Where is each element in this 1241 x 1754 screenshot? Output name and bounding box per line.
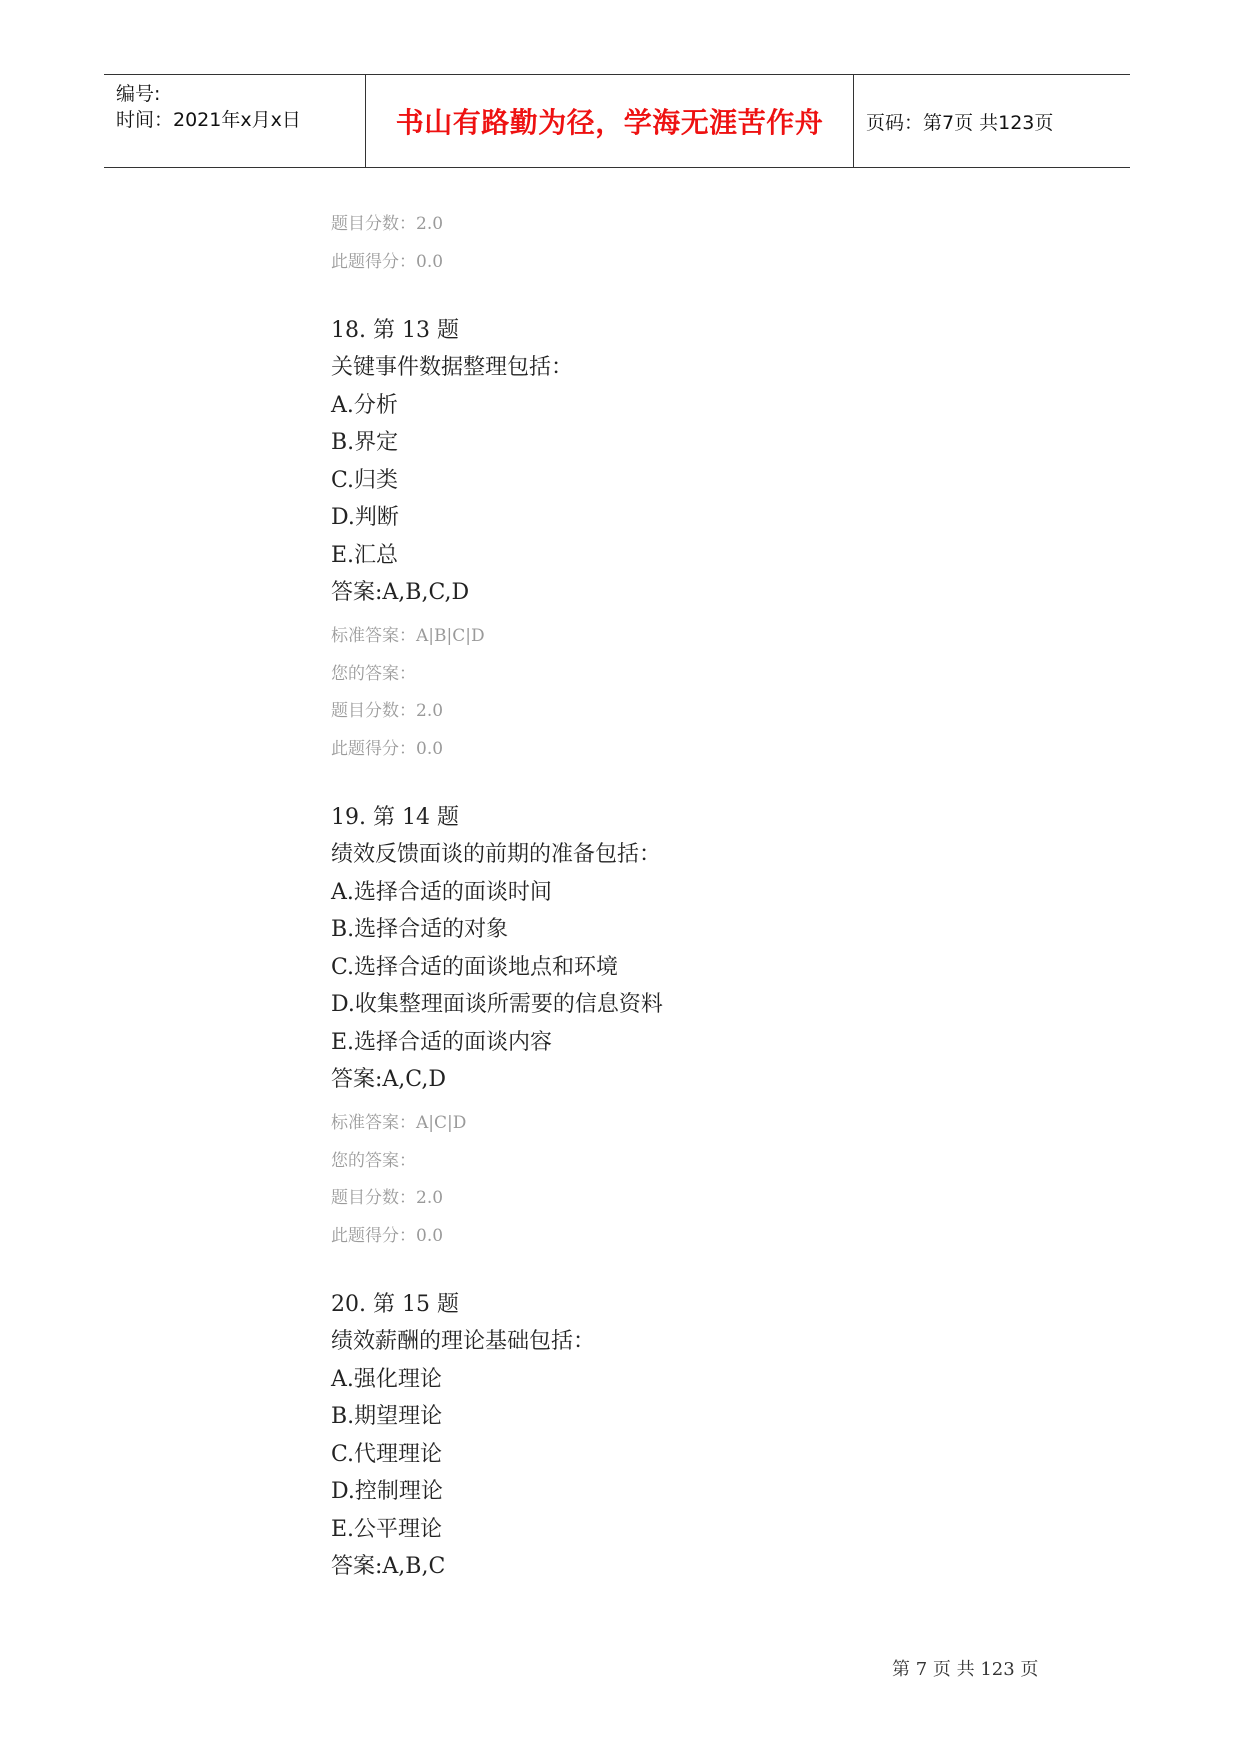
question-option: E.公平理论 [331, 1517, 443, 1542]
question-option: E.汇总 [331, 543, 399, 568]
question-earned: 此题得分：0.0 [331, 1226, 444, 1246]
question-option: B.界定 [331, 430, 399, 455]
question-stem: 绩效薪酬的理论基础包括： [331, 1329, 596, 1354]
question-stem: 绩效反馈面谈的前期的准备包括： [331, 842, 662, 867]
question-stem: 关键事件数据整理包括： [331, 355, 574, 380]
question-option: B.期望理论 [331, 1404, 443, 1429]
motto-text: 书山有路勤为径，学海无涯苦作舟 [395, 106, 824, 139]
question-option: A.分析 [331, 393, 398, 418]
question-option: B.选择合适的对象 [331, 917, 509, 942]
time-label: 时间：2021年x月x日 [116, 109, 301, 131]
question-option: C.归类 [331, 468, 399, 493]
question-score: 题目分数：2.0 [331, 1188, 444, 1208]
question-option: E.选择合适的面谈内容 [331, 1030, 553, 1055]
page-header [104, 74, 1130, 168]
header-page-cell [854, 75, 1130, 167]
question-title: 18. 第 13 题 [331, 318, 459, 343]
question-option: C.代理理论 [331, 1442, 443, 1467]
prev-question-score: 题目分数：2.0 [331, 214, 444, 234]
prev-question-earned: 此题得分：0.0 [331, 252, 444, 272]
question-option: D.收集整理面谈所需要的信息资料 [331, 992, 663, 1017]
question-answer: 答案:A,C,D [331, 1067, 446, 1092]
serial-label: 编号: [116, 83, 161, 105]
question-score: 题目分数：2.0 [331, 701, 444, 721]
question-option: D.判断 [331, 505, 399, 530]
standard-answer: 标准答案：A|B|C|D [331, 626, 485, 646]
question-option: C.选择合适的面谈地点和环境 [331, 955, 619, 980]
question-option: A.选择合适的面谈时间 [331, 880, 552, 905]
question-option: A.强化理论 [331, 1367, 442, 1392]
your-answer: 您的答案： [331, 664, 416, 684]
question-title: 20. 第 15 题 [331, 1292, 459, 1317]
question-answer: 答案:A,B,C,D [331, 580, 470, 605]
question-answer: 答案:A,B,C [331, 1554, 446, 1579]
question-option: D.控制理论 [331, 1479, 443, 1504]
header-left-cell [104, 75, 366, 167]
header-page-info: 页码：第7页 共123页 [866, 111, 1054, 134]
header-motto-cell [366, 75, 854, 167]
your-answer: 您的答案： [331, 1151, 416, 1171]
question-earned: 此题得分：0.0 [331, 739, 444, 759]
page-footer: 第 7 页 共 123 页 [892, 1659, 1039, 1680]
question-title: 19. 第 14 题 [331, 805, 459, 830]
standard-answer: 标准答案：A|C|D [331, 1113, 467, 1133]
